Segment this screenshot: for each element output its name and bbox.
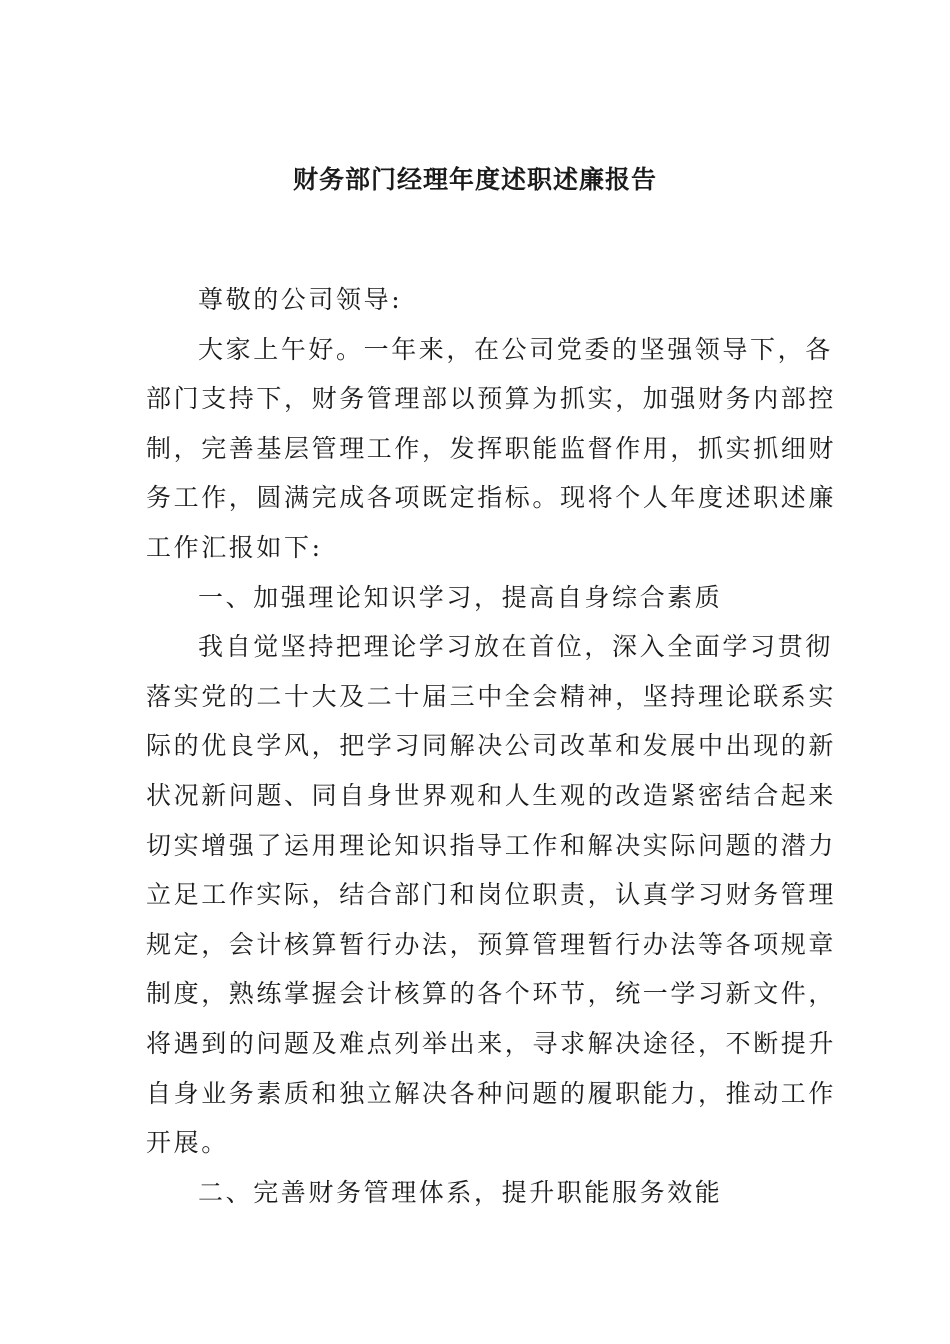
paragraph-line: 工作汇报如下:: [146, 532, 323, 562]
paragraph-line: 务工作，圆满完成各项既定指标。现将个人年度述职述廉: [146, 483, 837, 513]
paragraph-intro: [146, 325, 837, 573]
paragraph-line: 自身业务素质和独立解决各种问题的履职能力，推动工作: [146, 1078, 837, 1108]
salutation: 尊敬的公司领导:: [198, 285, 403, 314]
paragraph-line: 立足工作实际，结合部门和岗位职责，认真学习财务管理: [146, 880, 837, 910]
paragraph-line: 我自觉坚持把理论学习放在首位，深入全面学习贯彻: [198, 632, 833, 662]
paragraph-theory-study: [146, 622, 837, 1168]
paragraph-line: 际的优良学风，把学习同解决公司改革和发展中出现的新: [146, 731, 837, 761]
section-heading-1: 一、加强理论知识学习，提高自身综合素质: [198, 582, 723, 612]
paragraph-line: 规定，会计核算暂行办法，预算管理暂行办法等各项规章: [146, 929, 837, 959]
paragraph-line: 开展。: [146, 1128, 229, 1158]
paragraph-line: 制，完善基层管理工作，发挥职能监督作用，抓实抓细财: [146, 433, 837, 463]
paragraph-line: 部门支持下，财务管理部以预算为抓实，加强财务内部控: [146, 384, 837, 414]
document-body: [146, 275, 837, 1217]
section-heading-2: 二、完善财务管理体系，提升职能服务效能: [198, 1177, 723, 1207]
paragraph-line: 切实增强了运用理论知识指导工作和解决实际问题的潜力: [146, 830, 837, 860]
paragraph-line: 将遇到的问题及难点列举出来，寻求解决途径，不断提升: [146, 1028, 837, 1058]
document-title: 财务部门经理年度述职述廉报告: [292, 165, 657, 194]
paragraph-line: 落实党的二十大及二十届三中全会精神，坚持理论联系实: [146, 681, 837, 711]
paragraph-line: 制度，熟练掌握会计核算的各个环节，统一学习新文件，: [146, 979, 837, 1009]
paragraph-line: 状况新问题、同自身世界观和人生观的改造紧密结合起来: [146, 780, 837, 810]
paragraph-line: 大家上午好。一年来，在公司党委的坚强领导下，各: [198, 334, 833, 364]
